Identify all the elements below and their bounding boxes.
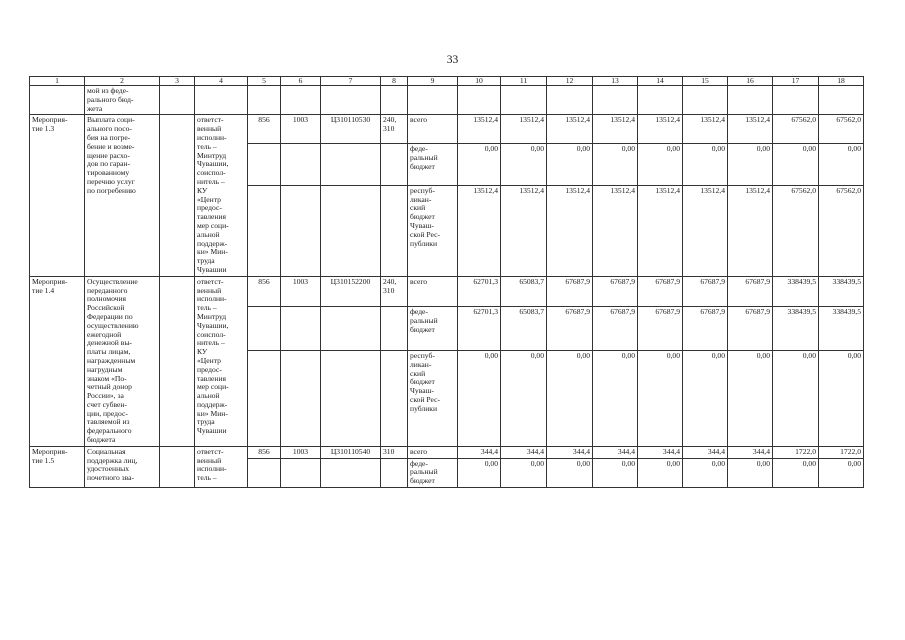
amount-cell: 0,00 — [638, 458, 683, 487]
header-row — [30, 77, 864, 86]
continuation-row — [30, 86, 864, 115]
cell — [381, 307, 408, 351]
amount-cell: 0,00 — [773, 350, 819, 446]
cell — [547, 86, 593, 115]
amount-cell: 344,4 — [501, 446, 547, 458]
amount-cell: 67687,9 — [593, 307, 638, 351]
amount-cell: 344,4 — [593, 446, 638, 458]
code-grbs: 856 — [248, 446, 281, 458]
amount-cell: 0,00 — [819, 350, 864, 446]
code-section: 1003 — [281, 276, 321, 307]
cell — [593, 86, 638, 115]
header-cell: 7 — [321, 77, 381, 86]
cell — [281, 86, 321, 115]
cell — [321, 86, 381, 115]
cell — [321, 458, 381, 487]
amount-cell: 13512,4 — [638, 185, 683, 276]
responsible-executor: ответст- венный исполни- тель – — [195, 446, 248, 487]
cell — [381, 86, 408, 115]
funding-source: всего — [408, 276, 458, 307]
cell — [321, 185, 381, 276]
header-cell: 8 — [381, 77, 408, 86]
cell — [281, 185, 321, 276]
code-target: Ц310152200 — [321, 276, 381, 307]
measure-name: Выплата соци- ального посо- бия на погре- бение и возме- щение расхо- дов по гаран- тированному перечню услуг по погребению — [85, 115, 160, 276]
amount-cell: 67687,9 — [638, 276, 683, 307]
code-grbs: 856 — [248, 276, 281, 307]
amount-cell: 67562,0 — [819, 185, 864, 276]
amount-cell: 67687,9 — [638, 307, 683, 351]
header-cell: 15 — [683, 77, 728, 86]
code-expense-type: 310 — [381, 446, 408, 458]
funding-source: феде- ральный бюджет — [408, 144, 458, 185]
amount-cell: 0,00 — [458, 458, 501, 487]
cell — [30, 86, 85, 115]
cell — [281, 144, 321, 185]
cell — [408, 86, 458, 115]
amount-cell: 0,00 — [547, 144, 593, 185]
measure-name: Осуществление переданного полномочия Российской Федерации по осуществлению ежегодной денежной вы- платы лицам, награжденным нагрудным знаком «По- четный донор России», за счет субвен- ции, предос- тавляемой из федерального бюджета — [85, 276, 160, 446]
amount-cell: 13512,4 — [458, 185, 501, 276]
page-number: 33 — [446, 54, 459, 66]
cell — [248, 458, 281, 487]
header-cell: 12 — [547, 77, 593, 86]
cell — [819, 86, 864, 115]
cell — [321, 307, 381, 351]
funding-source: феде- ральный бюджет — [408, 458, 458, 487]
amount-cell: 13512,4 — [728, 115, 773, 144]
cell — [248, 86, 281, 115]
header-cell: 1 — [30, 77, 85, 86]
amount-cell: 0,00 — [638, 144, 683, 185]
amount-cell: 13512,4 — [547, 185, 593, 276]
amount-cell: 0,00 — [501, 458, 547, 487]
measure-id: Мероприя- тие 1.5 — [30, 446, 85, 487]
funding-source: респуб- ликан- ский бюджет Чуваш- ской Рес- публики — [408, 185, 458, 276]
code-expense-type: 240, 310 — [381, 115, 408, 144]
amount-cell: 1722,0 — [819, 446, 864, 458]
amount-cell: 0,00 — [728, 458, 773, 487]
amount-cell: 13512,4 — [547, 115, 593, 144]
amount-cell: 0,00 — [728, 144, 773, 185]
amount-cell: 67562,0 — [773, 115, 819, 144]
funding-source: всего — [408, 446, 458, 458]
amount-cell: 0,00 — [819, 458, 864, 487]
amount-cell: 13512,4 — [593, 185, 638, 276]
amount-cell: 13512,4 — [458, 115, 501, 144]
header-cell: 9 — [408, 77, 458, 86]
amount-cell: 0,00 — [638, 350, 683, 446]
amount-cell: 338439,5 — [819, 307, 864, 351]
amount-cell: 67687,9 — [683, 276, 728, 307]
header-cell: 16 — [728, 77, 773, 86]
header-cell: 5 — [248, 77, 281, 86]
amount-cell: 0,00 — [501, 350, 547, 446]
amount-cell: 67687,9 — [728, 276, 773, 307]
cell — [381, 458, 408, 487]
code-target: Ц310110530 — [321, 115, 381, 144]
funding-source: феде- ральный бюджет — [408, 307, 458, 351]
responsible-executor: ответст- венный исполни- тель – Минтруд Чувашии, соиспол- нитель – КУ «Центр предос- тавления мер соци- альной поддерж- ки» Мин- труда Чувашии — [195, 115, 248, 276]
cell — [281, 307, 321, 351]
amount-cell: 0,00 — [547, 458, 593, 487]
header-cell: 4 — [195, 77, 248, 86]
amount-cell: 0,00 — [773, 458, 819, 487]
amount-cell: 65083,7 — [501, 307, 547, 351]
measure-id: Мероприя- тие 1.4 — [30, 276, 85, 446]
amount-cell: 0,00 — [683, 350, 728, 446]
amount-cell: 13512,4 — [501, 185, 547, 276]
amount-cell: 338439,5 — [773, 307, 819, 351]
amount-cell: 13512,4 — [683, 115, 728, 144]
header-cell: 17 — [773, 77, 819, 86]
code-section: 1003 — [281, 115, 321, 144]
amount-cell: 65083,7 — [501, 276, 547, 307]
cell — [321, 144, 381, 185]
cell — [248, 185, 281, 276]
amount-cell: 338439,5 — [773, 276, 819, 307]
amount-cell: 0,00 — [547, 350, 593, 446]
amount-cell: 0,00 — [501, 144, 547, 185]
amount-cell: 0,00 — [458, 350, 501, 446]
cell — [638, 86, 683, 115]
amount-cell: 344,4 — [683, 446, 728, 458]
amount-cell: 67687,9 — [547, 307, 593, 351]
amount-cell: 67562,0 — [819, 115, 864, 144]
amount-cell: 1722,0 — [773, 446, 819, 458]
header-cell: 13 — [593, 77, 638, 86]
amount-cell: 62701,3 — [458, 307, 501, 351]
amount-cell: 0,00 — [593, 350, 638, 446]
funding-source: респуб- ликан- ский бюджет Чуваш- ской Рес- публики — [408, 350, 458, 446]
cell — [381, 144, 408, 185]
amount-cell: 13512,4 — [638, 115, 683, 144]
cell — [501, 86, 547, 115]
amount-cell: 13512,4 — [593, 115, 638, 144]
amount-cell: 0,00 — [683, 458, 728, 487]
amount-cell: 0,00 — [593, 144, 638, 185]
cell — [381, 350, 408, 446]
amount-cell: 344,4 — [458, 446, 501, 458]
code-target: Ц310110540 — [321, 446, 381, 458]
cell — [160, 86, 195, 115]
measure-id: Мероприя- тие 1.3 — [30, 115, 85, 276]
amount-cell: 344,4 — [547, 446, 593, 458]
budget-table — [29, 76, 864, 488]
table-row — [30, 276, 864, 307]
amount-cell: 338439,5 — [819, 276, 864, 307]
header-cell: 11 — [501, 77, 547, 86]
cell — [281, 350, 321, 446]
cell — [195, 86, 248, 115]
amount-cell: 0,00 — [819, 144, 864, 185]
amount-cell: 67687,9 — [547, 276, 593, 307]
amount-cell: 0,00 — [593, 458, 638, 487]
header-cell: 6 — [281, 77, 321, 86]
cell — [160, 446, 195, 487]
amount-cell: 13512,4 — [683, 185, 728, 276]
table-row — [30, 115, 864, 144]
continuation-text: мой из феде- рального бюд- жета — [85, 86, 160, 115]
amount-cell: 13512,4 — [501, 115, 547, 144]
header-cell: 10 — [458, 77, 501, 86]
cell — [321, 350, 381, 446]
measure-name: Социальная поддержка лиц, удостоенных почетного зва- — [85, 446, 160, 487]
amount-cell: 344,4 — [638, 446, 683, 458]
cell — [458, 86, 501, 115]
amount-cell: 67562,0 — [773, 185, 819, 276]
amount-cell: 344,4 — [728, 446, 773, 458]
cell — [281, 458, 321, 487]
amount-cell: 0,00 — [458, 144, 501, 185]
cell — [248, 144, 281, 185]
amount-cell: 67687,9 — [728, 307, 773, 351]
code-section: 1003 — [281, 446, 321, 458]
header-cell: 3 — [160, 77, 195, 86]
amount-cell: 62701,3 — [458, 276, 501, 307]
code-expense-type: 240, 310 — [381, 276, 408, 307]
amount-cell: 67687,9 — [593, 276, 638, 307]
cell — [160, 115, 195, 276]
cell — [248, 350, 281, 446]
amount-cell: 0,00 — [683, 144, 728, 185]
code-grbs: 856 — [248, 115, 281, 144]
cell — [773, 86, 819, 115]
funding-source: всего — [408, 115, 458, 144]
cell — [728, 86, 773, 115]
cell — [683, 86, 728, 115]
amount-cell: 0,00 — [728, 350, 773, 446]
cell — [248, 307, 281, 351]
header-cell: 18 — [819, 77, 864, 86]
header-cell: 14 — [638, 77, 683, 86]
amount-cell: 0,00 — [773, 144, 819, 185]
cell — [160, 276, 195, 446]
table-row — [30, 446, 864, 458]
header-cell: 2 — [85, 77, 160, 86]
cell — [381, 185, 408, 276]
amount-cell: 13512,4 — [728, 185, 773, 276]
amount-cell: 67687,9 — [683, 307, 728, 351]
responsible-executor: ответст- венный исполни- тель – Минтруд Чувашии, соиспол- нитель – КУ «Центр предос- тавления мер соци- альной поддерж- ки» Мин- труда Чувашии — [195, 276, 248, 446]
table-body — [30, 77, 864, 488]
